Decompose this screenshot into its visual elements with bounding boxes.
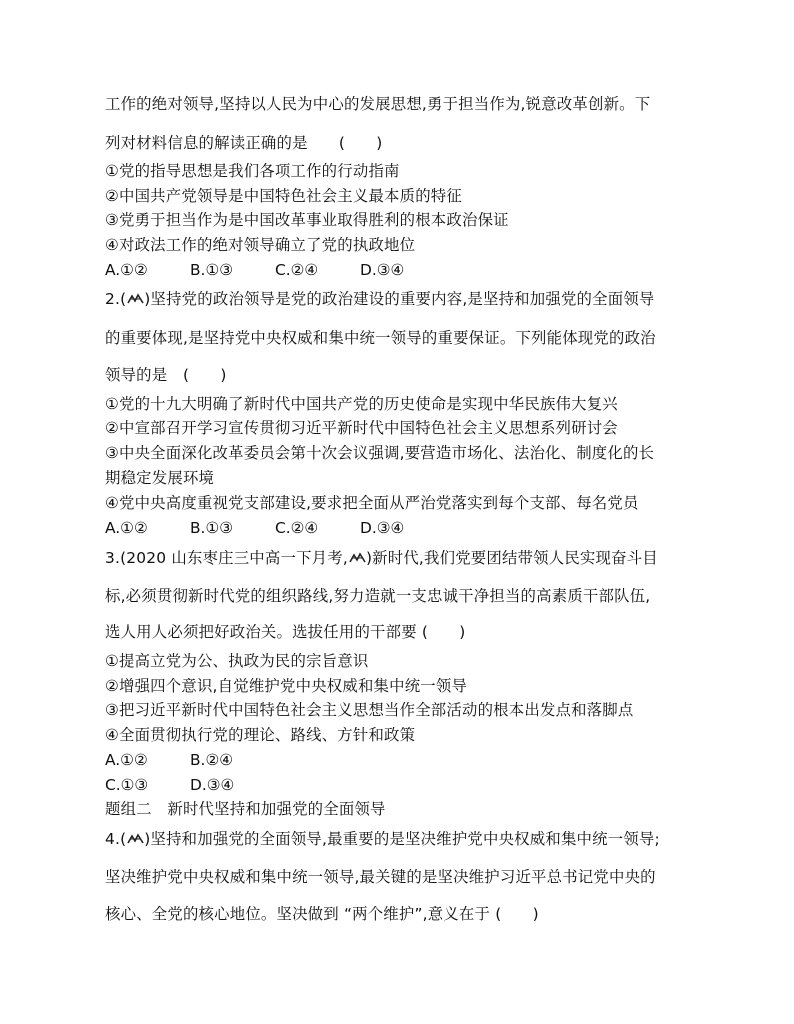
difficulty-star-icon: [349, 552, 366, 564]
q2-option-a: A.①②: [105, 519, 148, 537]
q2-statement-4: ④党中央高度重视党支部建设,要求把全面从严治党落实到每个支部、每名党员: [105, 494, 639, 512]
q2-statement-1: ①党的十九大明确了新时代中国共产党的历史使命是实现中华民族伟大复兴: [105, 395, 618, 413]
q3-option-d: D.③④: [190, 776, 235, 794]
q3-stem-text: )新时代,我们党要团结带领人民实现奋斗目: [365, 549, 658, 567]
q2-option-b: B.①③: [190, 519, 234, 537]
q1-option-d: D.③④: [360, 261, 405, 279]
q4-stem-text: )坚持和加强党的全面领导,最重要的是坚决维护党中央权威和集中统一领导;: [144, 830, 660, 848]
q2-stem-text: )坚持党的政治领导是党的政治建设的重要内容,是坚持和加强党的全面领导: [144, 290, 655, 308]
q3-statement-4: ④全面贯彻执行党的理论、路线、方针和政策: [105, 726, 416, 744]
q2-statement-3-cont: 期稳定发展环境: [105, 469, 215, 487]
q2-stem-line-1: [105, 289, 655, 309]
q2-stem-line-2: 的重要体现,是坚持党中央权威和集中统一领导的重要保证。下列能体现党的政治: [105, 329, 656, 347]
q4-number: 4.(: [105, 830, 127, 848]
q3-stem-line-3: 选人用人必须把好政治关。选拔任用的干部要 ( ): [105, 623, 466, 641]
q1-stem-line-1: 工作的绝对领导,坚持以人民为中心的发展思想,勇于担当作为,锐意改革创新。下: [105, 95, 651, 113]
q2-number: 2.(: [105, 290, 127, 308]
difficulty-star-icon: [127, 293, 144, 305]
q3-statement-3: ③把习近平新时代中国特色社会主义思想当作全部活动的根本出发点和落脚点: [105, 701, 634, 719]
q1-option-a: A.①②: [105, 261, 148, 279]
q1-option-b: B.①③: [190, 261, 234, 279]
q3-statement-2: ②增强四个意识,自觉维护党中央权威和集中统一领导: [105, 677, 468, 695]
q1-statement-1: ①党的指导思想是我们各项工作的行动指南: [105, 162, 400, 180]
q1-option-c: C.②④: [275, 261, 319, 279]
q4-stem-line-2: 坚决维护党中央权威和集中统一领导,最关键的是坚决维护习近平总书记党中央的: [105, 868, 656, 886]
q2-stem-line-3: 领导的是 ( ): [105, 366, 227, 384]
q3-statement-1: ①提高立党为公、执政为民的宗旨意识: [105, 652, 369, 670]
q1-statement-3: ③党勇于担当作为是中国改革事业取得胜利的根本政治保证: [105, 211, 509, 229]
q1-statement-2: ②中国共产党领导是中国特色社会主义最本质的特征: [105, 187, 462, 205]
q3-stem-line-2: 标,必须贯彻新时代党的组织路线,努力造就一支忠诚干净担当的高素质干部队伍,: [105, 587, 651, 605]
q2-statement-2: ②中宣部召开学习宣传贯彻习近平新时代中国特色社会主义思想系列研讨会: [105, 419, 618, 437]
q4-stem-line-3: 核心、全党的核心地位。坚决做到 “两个维护”,意义在于 ( ): [105, 905, 539, 923]
group-2-heading: 题组二 新时代坚持和加强党的全面领导: [105, 800, 386, 818]
q1-statement-4: ④对政法工作的绝对领导确立了党的执政地位: [105, 236, 416, 254]
q3-stem-line-1: [105, 548, 658, 568]
q2-option-d: D.③④: [360, 519, 405, 537]
difficulty-star-icon: [127, 833, 144, 845]
q3-option-b: B.②④: [190, 751, 234, 769]
q3-option-a: A.①②: [105, 751, 148, 769]
q3-option-c: C.①③: [105, 776, 149, 794]
q2-statement-3: ③中央全面深化改革委员会第十次会议强调,要营造市场化、法治化、制度化的长: [105, 444, 655, 462]
q2-option-c: C.②④: [275, 519, 319, 537]
q1-stem-line-2: 列对材料信息的解读正确的是 ( ): [105, 134, 383, 152]
q4-stem-line-1: [105, 829, 660, 849]
q3-number-source: 3.(2020 山东枣庄三中高一下月考,: [105, 549, 348, 567]
